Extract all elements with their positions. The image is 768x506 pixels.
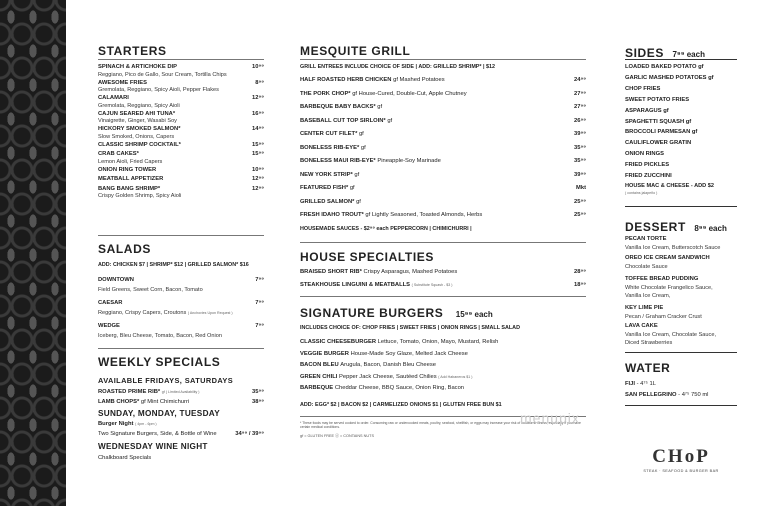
burger-night-price: 34⁹⁹ / 39⁹⁹ (235, 431, 264, 437)
salad-desc-text: Field Greens, Sweet Corn, Bacon, Tomato (98, 287, 203, 293)
side-item: SWEET POTATO FRIES (625, 96, 690, 103)
divider (98, 59, 264, 60)
salad-row (98, 300, 264, 307)
starter-desc: Gremolata, Reggiano, Spicy Aioli (98, 102, 180, 109)
grill-desc: gf Mashed Potatoes (393, 77, 445, 83)
burger-night (98, 421, 264, 427)
grill-name: BARBEQUE BABY BACKS* (300, 104, 376, 110)
salad-desc-text: Iceberg, Bleu Cheese, Tomato, Bacon, Red Onion (98, 333, 222, 339)
house-row (300, 269, 586, 276)
grill-name: GRILLED SALMON* (300, 198, 355, 205)
salad-name: DOWNTOWN (98, 277, 134, 283)
burger-desc: Cheddar Cheese, BBQ Sauce, Onion Ring, Bacon (334, 385, 465, 391)
weekly-title: WEEKLY SPECIALS (98, 355, 221, 369)
starter-name: CAJUN SEARED AHI TUNA* (98, 110, 176, 117)
side-item: FRIED PICKLES (625, 162, 670, 169)
weekly-sun-tue: SUNDAY, MONDAY, TUESDAY (98, 409, 221, 418)
dessert-desc: Pecan / Graham Cracker Crust (625, 313, 702, 320)
grill-row (300, 91, 586, 98)
starter-row (98, 111, 264, 118)
lamb-note: gf Mint Chimichurri (140, 399, 190, 405)
water-title: WATER (625, 361, 671, 375)
salad-desc (98, 310, 264, 317)
grill-name: BONELESS RIB-EYE* (300, 144, 360, 151)
water-row (625, 392, 737, 399)
dessert-desc: Vanilla Ice Cream, Chocolate Sauce, (625, 331, 716, 338)
sides-mac: HOUSE MAC & CHEESE - ADD $2 (625, 183, 714, 189)
grill-item (300, 172, 359, 179)
salads-add-ons: ADD: CHICKEN $7 | SHRIMP* $12 | GRILLED SALMON* $16 (98, 262, 249, 268)
logo-name: CHoP (652, 446, 710, 467)
grill-price: 25⁹⁹ (574, 198, 586, 205)
sides-mac-note: ( contains jalapeño ) (625, 191, 658, 195)
lamb-price: 38⁹⁹ (252, 399, 264, 405)
side-item: ONION RINGS (625, 151, 664, 158)
dessert-desc: White Chocolate Frangelico Sauce, (625, 284, 713, 291)
dessert-desc: Vanilla Ice Cream, Butterscotch Sauce (625, 244, 721, 251)
dessert-name: LAVA CAKE (625, 323, 658, 329)
divider (300, 296, 586, 297)
starter-row (98, 64, 264, 71)
starter-desc: Reggiano, Pico de Gallo, Sour Cream, Tortilla Chips (98, 71, 227, 78)
dessert-name: KEY LIME PIE (625, 305, 664, 311)
burger-row (300, 385, 586, 392)
grill-row (300, 172, 586, 179)
grill-price: 35⁹⁹ (574, 144, 586, 151)
house-item (300, 269, 457, 276)
grill-note: GRILL ENTREES INCLUDE CHOICE OF SIDE | ADD: GRILLED SHRIMP* | $12 (300, 64, 496, 70)
starter-row (98, 126, 264, 133)
burger-name: CLASSIC CHEESEBURGER (300, 339, 377, 345)
grill-name: BASEBALL CUT TOP SIRLOIN* (300, 117, 386, 124)
grill-price: 27⁹⁹ (574, 104, 586, 110)
grill-price: 24⁹⁹ (574, 77, 586, 83)
column-middle (300, 0, 586, 506)
burger-row (300, 362, 586, 369)
starter-price: 15⁹⁹ (252, 142, 264, 148)
starter-price: 14⁹⁹ (252, 126, 264, 133)
watermark: menupix (520, 410, 580, 426)
starter-price: 8⁹⁹ (255, 79, 264, 86)
burger-desc: Pepper Jack Cheese, Sautéed Chilies (339, 373, 437, 380)
weekly-fri-sat: AVAILABLE FRIDAYS, SATURDAYS (98, 376, 234, 385)
house-desc: ( Substitute Squash - $3 ) (411, 283, 453, 287)
starters-title: STARTERS (98, 44, 167, 58)
grill-desc: gf Lightly Seasoned, Toasted Almonds, Herbs (365, 212, 483, 218)
grill-item (300, 77, 445, 84)
prime-rib-note: gf ( Limited Availability ) (161, 390, 200, 394)
burger-night-note: ( 4pm - 6pm ) (135, 422, 157, 426)
grill-item (300, 91, 467, 98)
burgers-add: ADD: EGG* $2 | BACON $2 | CARMELIZED ONIONS $1 | GLUTEN FREE BUN $1 (300, 402, 502, 408)
dessert-name: PECAN TORTE (625, 236, 667, 242)
grill-row (300, 77, 586, 84)
burgers-price: 15⁹⁹ each (455, 310, 493, 319)
burger-row (300, 351, 586, 358)
house-price: 18⁹⁹ (574, 282, 586, 288)
grill-desc: gf House-Cured, Double-Cut, Apple Chutney (352, 90, 467, 97)
burgers-header (300, 304, 586, 322)
sides-price: 7⁹⁹ each (672, 50, 705, 59)
grill-row (300, 104, 586, 111)
divider (98, 235, 264, 236)
starter-row (98, 176, 264, 183)
divider (98, 348, 264, 349)
column-left (98, 0, 264, 506)
burger-desc: Arugula, Bacon, Danish Bleu Cheese (340, 362, 436, 368)
dessert-header (625, 218, 737, 236)
side-item: ASPARAGUS gf (625, 107, 669, 114)
grill-desc: gf (354, 171, 360, 178)
grill-item (300, 118, 392, 125)
house-name: BRAISED SHORT RIB* (300, 269, 362, 275)
salad-desc-text: Reggiano, Crispy Capers, Croutons (98, 310, 187, 316)
grill-desc: gf (360, 144, 366, 151)
burger-name: BARBEQUE (300, 385, 334, 391)
grill-title: MESQUITE GRILL (300, 44, 411, 58)
legend: gf = GLUTEN FREE ⓝ = CONTAINS NUTS (300, 434, 374, 438)
damask-border (0, 0, 66, 506)
disclaimer: * These foods may be served cooked to order. Consuming raw or undercooked meats, poultry, seafood, shellfish, or eggs may increase your risk of foodborne illness, especially if you have certain medical conditions. (300, 421, 581, 430)
salad-desc (98, 287, 264, 294)
salad-row (98, 323, 264, 330)
grill-row (300, 118, 586, 125)
dessert-name: OREO ICE CREAM SANDWICH (625, 255, 710, 261)
starter-name: BANG BANG SHRIMP* (98, 185, 161, 192)
burger-night-desc: Two Signature Burgers, Side, & Bottle of Wine (98, 431, 217, 437)
starter-row (98, 151, 264, 158)
side-item: SPAGHETTI SQUASH gf (625, 118, 692, 125)
starter-desc: Slow Smoked, Onions, Capers (98, 134, 175, 140)
grill-price: 25⁹⁹ (574, 212, 586, 218)
weekly-wed-desc: Chalkboard Specials (98, 455, 152, 461)
grill-price: 35⁹⁹ (574, 158, 586, 164)
divider (300, 242, 586, 243)
starter-price: 10⁹⁹ (252, 167, 264, 173)
burger-name: GREEN CHILI (300, 373, 338, 380)
weekly-wed: WEDNESDAY WINE NIGHT (98, 442, 208, 451)
burger-desc: House-Made Soy Glaze, Melted Jack Cheese (350, 350, 468, 357)
grill-name: NEW YORK STRIP* (300, 171, 353, 178)
salad-price: 7⁹⁹ (255, 277, 264, 283)
prime-rib-price: 35⁹⁹ (252, 389, 264, 395)
divider (625, 206, 737, 207)
starter-name: CALAMARI (98, 95, 129, 102)
water-name: FIJI (625, 381, 635, 387)
water-name: SAN PELLEGRINO (625, 392, 677, 398)
house-name: STEAKHOUSE LINGUINI & MEATBALLS (300, 282, 411, 288)
divider (625, 59, 737, 60)
grill-desc: gf (358, 131, 364, 137)
side-item: BROCCOLI PARMESAN gf (625, 129, 698, 136)
dessert-desc2: Vanilla Ice Cream, (625, 293, 671, 299)
starter-price: 16⁹⁹ (252, 110, 264, 117)
side-item: GARLIC MASHED POTATOES gf (625, 74, 714, 81)
dessert-name: TOFFEE BREAD PUDDING (625, 276, 699, 282)
starter-name: MEATBALL APPETIZER (98, 176, 164, 183)
grill-price: 39⁹⁹ (574, 131, 586, 137)
lamb-row (98, 399, 264, 406)
side-item: LOADED BAKED POTATO gf (625, 64, 704, 70)
house-title: HOUSE SPECIALTIES (300, 250, 434, 264)
sides-title: SIDES (625, 46, 665, 60)
side-item: CHOP FRIES (625, 85, 661, 92)
starter-row (98, 142, 264, 149)
grill-name: HALF ROASTED HERB CHICKEN (300, 77, 392, 83)
starter-row (98, 80, 264, 87)
logo-tagline: STEAK · SEAFOOD & BURGER BAR (643, 469, 719, 473)
house-item (300, 282, 452, 289)
burger-night-name: Burger Night (98, 421, 134, 427)
burgers-title: SIGNATURE BURGERS (300, 306, 444, 320)
starter-desc: Vinaigrette, Ginger, Wasabi Soy (98, 118, 177, 125)
grill-name: FEATURED FISH* (300, 185, 349, 191)
burger-desc: Lettuce, Tomato, Onion, Mayo, Mustard, Relish (377, 339, 499, 345)
chop-logo (625, 446, 737, 473)
grill-row (300, 145, 586, 152)
grill-desc: gf (356, 198, 361, 205)
grill-row (300, 199, 586, 206)
burgers-choice: INCLUDES CHOICE OF: CHOP FRIES | SWEET FRIES | ONION RINGS | SMALL SALAD (300, 325, 520, 331)
burger-name: BACON BLEU (300, 362, 339, 368)
grill-name: BONELESS MAUI RIB-EYE* (300, 158, 376, 164)
starter-desc: Gremolata, Reggiano, Spicy Aioli, Pepper Flakes (98, 87, 219, 94)
starter-name: CRAB CAKES* (98, 151, 139, 158)
starter-row (98, 186, 264, 193)
salad-row (98, 277, 264, 284)
dessert-title: DESSERT (625, 220, 686, 234)
grill-item (300, 185, 355, 192)
grill-sauces: HOUSEMADE SAUCES - $2⁹⁹ each PEPPERCORN | CHIMICHURRI | (300, 226, 472, 232)
divider (300, 59, 586, 60)
grill-name: FRESH IDAHO TROUT* (300, 212, 364, 218)
water-price: - 4⁷⁵ 1L (636, 381, 656, 387)
salad-name: WEDGE (98, 323, 120, 329)
side-item: FRIED ZUCCHINI (625, 173, 672, 179)
water-price: - 4⁷⁵ 750 ml (678, 392, 709, 398)
lamb-name: LAMB CHOPS* (98, 399, 140, 405)
starter-name: AWESOME FRIES (98, 79, 147, 86)
dessert-desc2: Diced Strawberries (625, 340, 673, 346)
salads-title: SALADS (98, 242, 151, 256)
burger-note: ( Add Habaneros $1 ) (438, 374, 473, 379)
grill-price: 27⁹⁹ (574, 90, 586, 97)
starter-desc: Crispy Golden Shrimp, Spicy Aioli (98, 193, 182, 200)
starter-row (98, 167, 264, 174)
water-row (625, 381, 737, 388)
grill-desc: gf (387, 117, 393, 124)
starter-price: 10⁹⁹ (252, 64, 264, 70)
starter-price: 12⁹⁹ (252, 95, 264, 102)
prime-rib-row (98, 389, 264, 396)
burger-name: VEGGIE BURGER (300, 350, 349, 357)
grill-row (300, 131, 586, 138)
grill-item (300, 212, 482, 219)
grill-desc: gf (349, 185, 355, 191)
dessert-price: 8⁹⁹ each (694, 224, 727, 233)
starter-desc: Lemon Aioli, Fried Capers (98, 159, 163, 165)
grill-item (300, 131, 364, 138)
salad-price: 7⁹⁹ (255, 300, 264, 306)
grill-desc: Pineapple-Soy Marinade (377, 158, 441, 164)
grill-price: 39⁹⁹ (574, 171, 586, 178)
dessert-desc: Chocolate Sauce (625, 263, 668, 270)
grill-item (300, 104, 382, 111)
house-price: 28⁹⁹ (574, 269, 586, 275)
salad-name: CAESAR (98, 300, 123, 306)
grill-item (300, 199, 361, 206)
burger-night-row (98, 431, 264, 438)
house-row (300, 282, 586, 289)
divider (625, 405, 737, 406)
grill-item (300, 145, 366, 152)
grill-item (300, 158, 441, 165)
divider (625, 352, 737, 353)
grill-name: CENTER CUT FILET* (300, 131, 358, 137)
prime-rib-name: ROASTED PRIME RIB* (98, 389, 161, 395)
burger-row (300, 374, 586, 381)
burger-row (300, 339, 586, 346)
column-right (625, 0, 737, 506)
starter-name: CLASSIC SHRIMP COCKTAIL* (98, 142, 181, 148)
house-desc: Crispy Asparagus, Mashed Potatoes (363, 269, 458, 275)
salad-price: 7⁹⁹ (255, 323, 264, 329)
salad-desc (98, 333, 264, 340)
grill-price: 26⁹⁹ (574, 117, 586, 124)
starter-price: 12⁹⁹ (252, 185, 264, 192)
side-item: CAULIFLOWER GRATIN (625, 140, 692, 147)
grill-row (300, 212, 586, 219)
grill-price: Mkt (576, 185, 586, 191)
starter-name: SPINACH & ARTICHOKE DIP (98, 64, 178, 70)
grill-row (300, 185, 586, 192)
grill-name: THE PORK CHOP* (300, 90, 351, 97)
salad-note: ( Anchovies Upon Request ) (187, 311, 233, 315)
starter-price: 15⁹⁹ (252, 151, 264, 158)
grill-desc: gf (377, 104, 383, 110)
starter-row (98, 95, 264, 102)
starter-name: HICKORY SMOKED SALMON* (98, 126, 181, 133)
starter-price: 12⁹⁹ (252, 176, 264, 183)
starter-name: ONION RING TOWER (98, 167, 157, 173)
grill-row (300, 158, 586, 165)
